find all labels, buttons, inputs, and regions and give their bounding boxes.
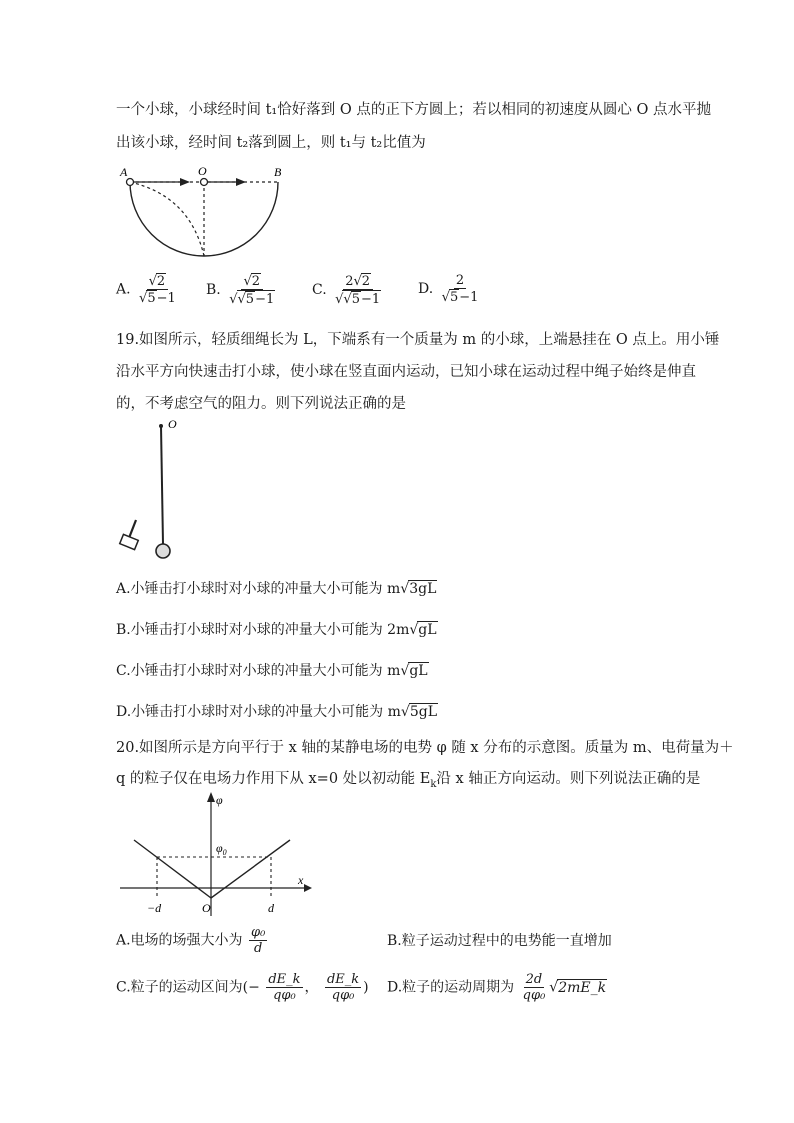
q20-c-den2: qφ₀	[331, 988, 355, 1003]
q18-c-den: 5	[351, 292, 360, 307]
q20-d-num: 2d	[525, 972, 543, 987]
q20-a-den: d	[254, 941, 263, 956]
q18-label-O: O	[198, 164, 207, 178]
q19-d-rad: 5gL	[409, 704, 437, 720]
q20-c-den1: qφ₀	[273, 988, 296, 1003]
q20-b-text: B.粒子运动过程中的电势能一直增加	[387, 933, 612, 949]
q19-option-a: A.小锤击打小球时对小球的冲量大小可能为 m√3gL	[116, 581, 437, 597]
q19-line3: 的，不考虑空气的阻力。则下列说法正确的是	[116, 396, 406, 412]
q20-axis-phi: φ	[216, 793, 223, 807]
q18-label-A: A	[120, 165, 128, 179]
q18-option-b-label: B.	[206, 282, 221, 298]
q18-c-coef: 2	[345, 274, 354, 289]
q18-semicircle-figure	[120, 164, 282, 258]
q20-d: d	[268, 901, 274, 915]
q19-label-O: O	[168, 417, 177, 431]
q20-option-d: D.粒子的运动周期为 $\frac{2d}{\text{qφ₀}}$ √2mE_k	[387, 972, 607, 1003]
q18-b-den: 5	[245, 292, 255, 307]
q18-line2: 出该小球，经时间 t₂落到圆上，则 t₁与 t₂比值为	[116, 135, 426, 151]
q19-option-d: D.小锤击打小球时对小球的冲量大小可能为 m√5gL	[116, 704, 437, 720]
q18-c-num: 2	[361, 274, 371, 289]
q20-origin: O	[202, 901, 211, 915]
q18-b-num: 2	[251, 274, 261, 289]
q20-c-text: C.粒子的运动区间为(−	[116, 979, 260, 996]
q20-option-c	[116, 972, 369, 1003]
q18-option-a: A. $\frac{√2}{√5-1}$	[116, 274, 176, 306]
q20-line2-a: q 的粒子仅在电场力作用下从 x=0 处以初动能 E	[116, 771, 431, 787]
q20-d-rad: 2mE_k	[558, 979, 607, 996]
q20-a-text: A.电场的场强大小为	[116, 932, 243, 949]
q19-c-text: C.小锤击打小球时对小球的冲量大小可能为 m	[116, 663, 401, 679]
q18-option-c: C. $\frac{2√2}{√√5-1}$	[312, 274, 381, 307]
q20-line2	[116, 769, 700, 795]
q20-line2-sub: k	[430, 778, 437, 790]
q20-a-num: φ₀	[251, 925, 266, 940]
q20-c-num2: dE_k	[326, 972, 360, 987]
q19-a-rad: 3gL	[409, 581, 437, 597]
q19-a-text: A.小锤击打小球时对小球的冲量大小可能为 m	[116, 581, 401, 597]
q18-option-d: D. $\frac{2}{√5-1}$	[418, 273, 479, 305]
q20-d-text: D.粒子的运动周期为	[387, 979, 515, 996]
q19-option-c: C.小锤击打小球时对小球的冲量大小可能为 m√gL	[116, 663, 428, 679]
q20-line2-b: 沿 x 轴正方向运动。则下列说法正确的是	[436, 771, 701, 787]
q18-label-B: B	[274, 165, 282, 179]
q19-line2: 沿水平方向快速击打小球，使小球在竖直面内运动，已知小球在运动过程中绳子始终是伸直	[116, 364, 696, 380]
q20-c-mid: ，	[304, 979, 319, 996]
q20-line1: 20.如图所示是方向平行于 x 轴的某静电场的电势 φ 随 x 分布的示意图。质量为 m、电荷量为＋	[116, 740, 734, 756]
q18-d-den: 5	[449, 290, 459, 305]
q20-c-end: )	[363, 979, 369, 996]
q19-line1: 19.如图所示，轻质细绳长为 L，下端系有一个质量为 m 的小球，上端悬挂在 O 点上。用小锤	[116, 332, 720, 348]
q18-b-tail: −1	[255, 292, 275, 307]
q20-d-den: qφ₀	[522, 988, 546, 1003]
q18-option-a-label: A.	[116, 281, 131, 298]
q20-phi0: $\varphi_0$	[216, 841, 227, 857]
q18-c-tail: −1	[361, 292, 381, 307]
q18-d-num: 2	[455, 273, 465, 288]
q18-line1: 一个小球，小球经时间 t₁恰好落到 O 点的正下方圆上；若以相同的初速度从圆心 O 点水平抛	[116, 102, 711, 118]
q18-a-tail: −1	[156, 291, 176, 306]
q18-option-b: B. $\frac{√2}{√√5-1}$	[206, 274, 275, 307]
q18-a-num: 2	[156, 274, 166, 289]
q20-axis-x: x	[298, 873, 304, 887]
q18-d-tail: −1	[459, 290, 479, 305]
q19-option-b: B.小锤击打小球时对小球的冲量大小可能为 2m√gL	[116, 622, 437, 638]
q18-a-den: 5	[147, 291, 156, 306]
q19-b-rad: gL	[418, 622, 437, 638]
q19-c-rad: gL	[409, 663, 428, 679]
q19-d-text: D.小锤击打小球时对小球的冲量大小可能为 m	[116, 704, 401, 720]
q18-option-c-label: C.	[312, 282, 327, 298]
q20-option-b	[387, 930, 612, 950]
q20-neg-d: −d	[147, 901, 162, 915]
hammer-icon	[120, 520, 139, 550]
q20-potential-figure	[120, 792, 320, 922]
q18-option-d-label: D.	[418, 281, 434, 297]
q20-c-num1: dE_k	[268, 972, 301, 987]
q19-pendulum-figure	[112, 418, 192, 568]
q20-option-a	[116, 925, 269, 956]
q19-b-text: B.小锤击打小球时对小球的冲量大小可能为 2m	[116, 622, 410, 638]
